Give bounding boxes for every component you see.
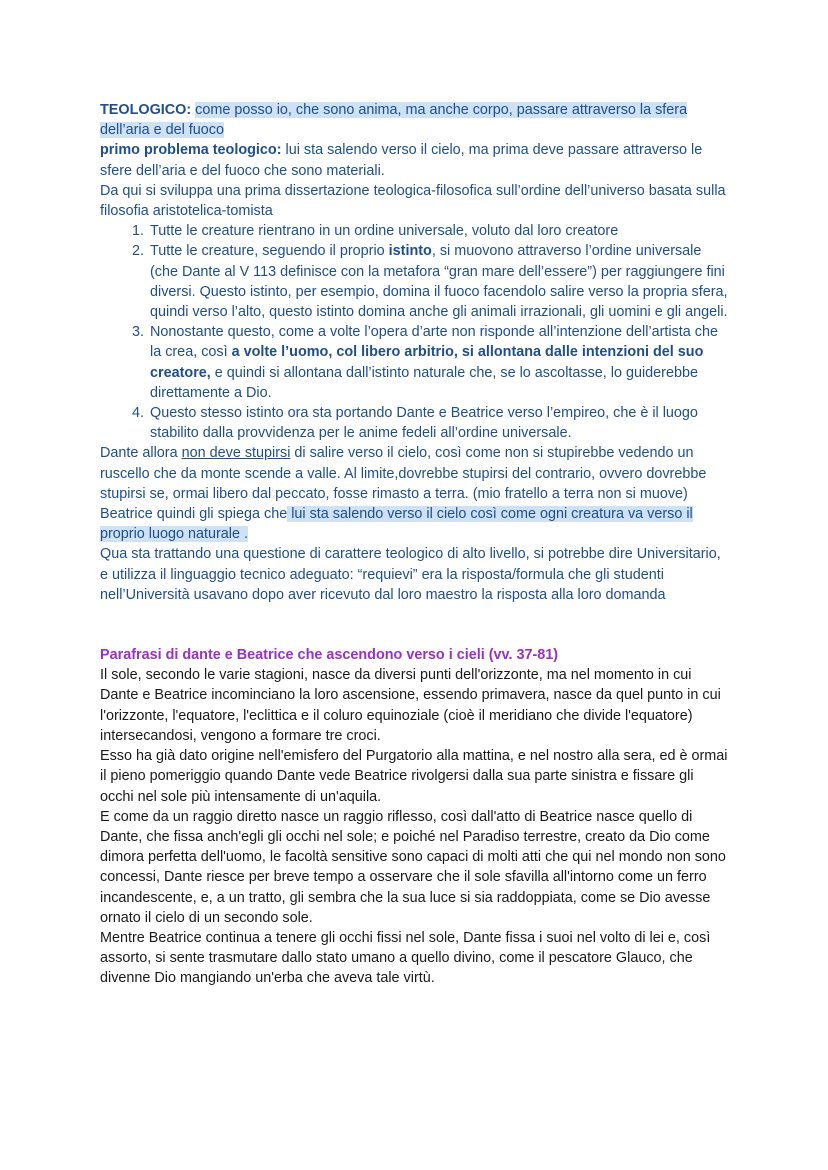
beatrice-quindi-paragraph — [100, 504, 728, 544]
parafrasi-paragraph-4: Mentre Beatrice continua a tenere gli occhi fissi nel sole, Dante fissa i suoi nel volto di lei e, così assorto, si sente trasmutare dallo stato umano a quello divino, come il pescatore Glauco, che divenne Dio mangiando un'erba che aveva tale virtù. — [100, 929, 711, 987]
list-item-4: 4. Questo stesso istinto ora sta portando Dante e Beatrice verso l’empireo, che è il luogo stabilito dalla provvidenza per le anime fedeli all’ordine universale. — [148, 403, 728, 443]
list-item-3 — [148, 322, 728, 403]
qua-sta-paragraph: Qua sta trattando una questione di carattere teologico di alto livello, si potrebbe dire Universitario, e utilizza il linguaggio tecnico adeguato: “requievi” era la risposta/formula che gli studenti nell’Università usavano dopo aver ricevuto dal loro maestro la risposta alla loro domanda — [100, 546, 721, 603]
primo-problema-text: lui sta salendo verso il cielo, ma prima deve passare attraverso le sfere dell’aria e del fuoco che sono materiali. — [100, 142, 703, 179]
dante-allora-underlined: non deve stupirsi — [181, 445, 291, 462]
list-item-2-text-c: , si muovono attraverso l’ordine universale (che Dante al V 113 definisce con la metafora “gran mare dell’essere”) per raggiungere fini diversi. Questo istinto, per esempio, domina il fuoco facendolo salire verso la propria sfera, quindi verso l’alto, questo istinto domina anche gli animali irrazionali, gli uomini e gli angeli. — [150, 243, 728, 321]
list-item-3-text-a: Nonostante questo, come a volte l’opera d’arte non risponde all’intenzione dell’artista che la crea, così — [150, 324, 718, 361]
primo-problema-label: primo problema teologico: — [100, 142, 282, 159]
dante-allora-text-c: di salire verso il cielo, così come non si stupirebbe vedendo un ruscello che da monte scende a valle. Al limite,dovrebbe stupirsi del contrario, ovvero dovrebbe stupirsi se, ormai libero dal peccato, fosse rimasto a terra. (mio fratello a terra non si muove) — [100, 445, 707, 502]
dante-allora-paragraph — [100, 443, 728, 504]
ordered-list — [100, 221, 728, 443]
list-item-2-text-a: Tutte le creature, seguendo il proprio — [150, 243, 389, 260]
parafrasi-paragraph-3: E come da un raggio diretto nasce un raggio riflesso, così dall'atto di Beatrice nasce quello di Dante, che fissa anch'egli gli occhi nel sole; e poiché nel Paradiso terrestre, creato da Dio come dimora perfetta dell'uomo, le facoltà sensitive sono capaci di molti atti che qui nel mondo non sono concessi, Dante riesce per breve tempo a osservare che il sole sfavilla all'intorno come un ferro incandescente, e, a un tratto, gli sembra che la sua luce si sia raddoppiata, come se Dio avesse ornato il cielo di un secondo sole. — [100, 808, 726, 926]
list-item-3-text-c: e quindi si allontana dall’istinto naturale che, se lo ascoltasse, lo guiderebbe direttamente a Dio. — [150, 364, 698, 401]
beatrice-quindi-text-a: Beatrice quindi gli spiega che — [100, 506, 288, 523]
teologico-label: TEOLOGICO: — [100, 102, 192, 118]
parafrasi-title: Parafrasi di dante e Beatrice che ascendono verso i cieli (vv. 37-81) — [100, 647, 559, 664]
dante-allora-text-a: Dante allora — [100, 445, 182, 462]
parafrasi-paragraph-2: Esso ha già dato origine nell'emisfero del Purgatorio alla mattina, e nel nostro alla sera, ed è ormai il pieno pomeriggio quando Dante vede Beatrice rivolgersi dalla sua parte sinistra e fissare gli occhi nel sole più intensamente di un'aquila. — [100, 748, 728, 805]
teologico-paragraph — [100, 100, 728, 140]
parafrasi-paragraph-1: Il sole, secondo le varie stagioni, nasce da diversi punti dell'orizzonte, ma nel momento in cui Dante e Beatrice incominciano la loro ascensione, essendo primavera, nasce da quel punto in cui l'orizzonte, l'equatore, l'eclittica e il coluro equinoziale (cioè il meridiano che divide l'equatore) intersecandosi, vengono a formare tre croci. — [100, 667, 721, 744]
section-spacer — [100, 605, 728, 645]
primo-problema-paragraph — [100, 140, 728, 180]
teologico-highlight: come posso io, che sono anima, ma anche corpo, passare attraverso la sfera dell’aria e del fuoco — [100, 102, 688, 139]
parafrasi-section — [100, 645, 728, 988]
teologico-section — [100, 100, 728, 605]
list-item-2-bold: istinto — [388, 243, 432, 260]
beatrice-quindi-highlight: lui sta salendo verso il cielo così come ogni creatura va verso il proprio luogo naturale . — [100, 506, 693, 543]
list-item-2 — [148, 241, 728, 322]
list-item-3-bold: a volte l’uomo, col libero arbitrio, si allontana dalle intenzioni del suo creatore, — [150, 344, 704, 381]
list-item-1: 1. Tutte le creature rientrano in un ordine universale, voluto dal loro creatore — [148, 221, 728, 241]
intro-paragraph: Da qui si sviluppa una prima dissertazione teologica-filosofica sull’ordine dell’universo basata sulla filosofia aristotelica-tomista — [100, 182, 726, 220]
